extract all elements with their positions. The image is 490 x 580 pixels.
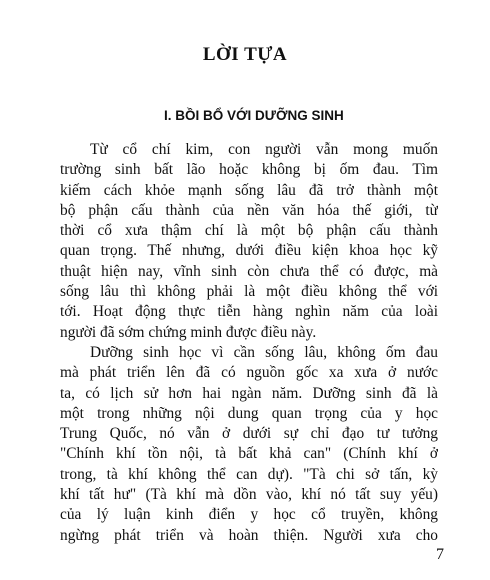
paragraph-1-line-9: tới. Hoạt động thực tiễn hàng nghìn năm của loài — [60, 303, 438, 321]
paragraph-2-line-1: Dưỡng sinh học vì cần sống lâu, không ốm đau — [90, 343, 438, 361]
paragraph-1-line-5: thời cổ xưa thậm chí là một bộ phận cấu thành — [60, 222, 438, 240]
paragraph-2-line-4: một trong những nội dung quan trọng của y học — [60, 404, 438, 422]
paragraph-2-line-3: ta, có lịch sử hơn hai ngàn năm. Dưỡng sinh đã là — [60, 384, 438, 402]
paragraph-2-line-8: khí tất hư" (Tà khí mà dồn vào, khí nó tất suy yếu) — [60, 486, 438, 504]
paragraph-1-line-1: Từ cổ chí kim, con người vẫn mong muốn — [90, 141, 438, 158]
paragraph-2-line-7: trong, tà khí không thể can dự). "Tà chi sở tấn, kỳ — [60, 465, 438, 483]
paragraph-2-line-5: Trung Quốc, nó vẫn ở dưới sự chỉ đạo tư tưởng — [60, 425, 438, 443]
page-title: LỜI TỰA — [202, 44, 288, 65]
paragraph-1-line-3: kiếm cách khỏe mạnh sống lâu đã trở thành một — [60, 181, 438, 199]
paragraph-2-line-2: mà phát triển lên đã có nguồn gốc xa xưa ở nước — [60, 364, 438, 382]
paragraph-1-line-6: quan trọng. Thế nhưng, dưới điều kiện khoa học kỹ — [60, 242, 438, 260]
paragraph-2-line-6: "Chính khí tồn nội, tà bất khả can" (Chính khí ở — [60, 445, 438, 463]
paragraph-2-line-9: của lý luận kinh điển y học cổ truyền, không — [60, 506, 438, 524]
paragraph-2-line-10: ngừng phát triển và hoàn thiện. Người xưa cho — [60, 526, 438, 544]
paragraph-1-line-2: trường sinh bất lão hoặc không bị ốm đau. Tìm — [60, 161, 438, 179]
section-heading: I. BỒI BỔ VỚI DƯỠNG SINH — [164, 108, 344, 123]
paragraph-1-line-7: thuật hiện nay, vĩnh sinh còn chưa thể có được, mà — [60, 262, 438, 280]
paragraph-1-line-8: sống lâu thì không phải là một điều không thể với — [60, 283, 438, 301]
paragraph-1-line-10: người đã sớm chứng minh được điều này. — [60, 323, 317, 341]
page-number: 7 — [436, 546, 444, 563]
paragraph-1-line-4: bộ phận cấu thành của nền văn hóa thế giới, từ — [60, 201, 438, 219]
body-text — [60, 140, 438, 546]
